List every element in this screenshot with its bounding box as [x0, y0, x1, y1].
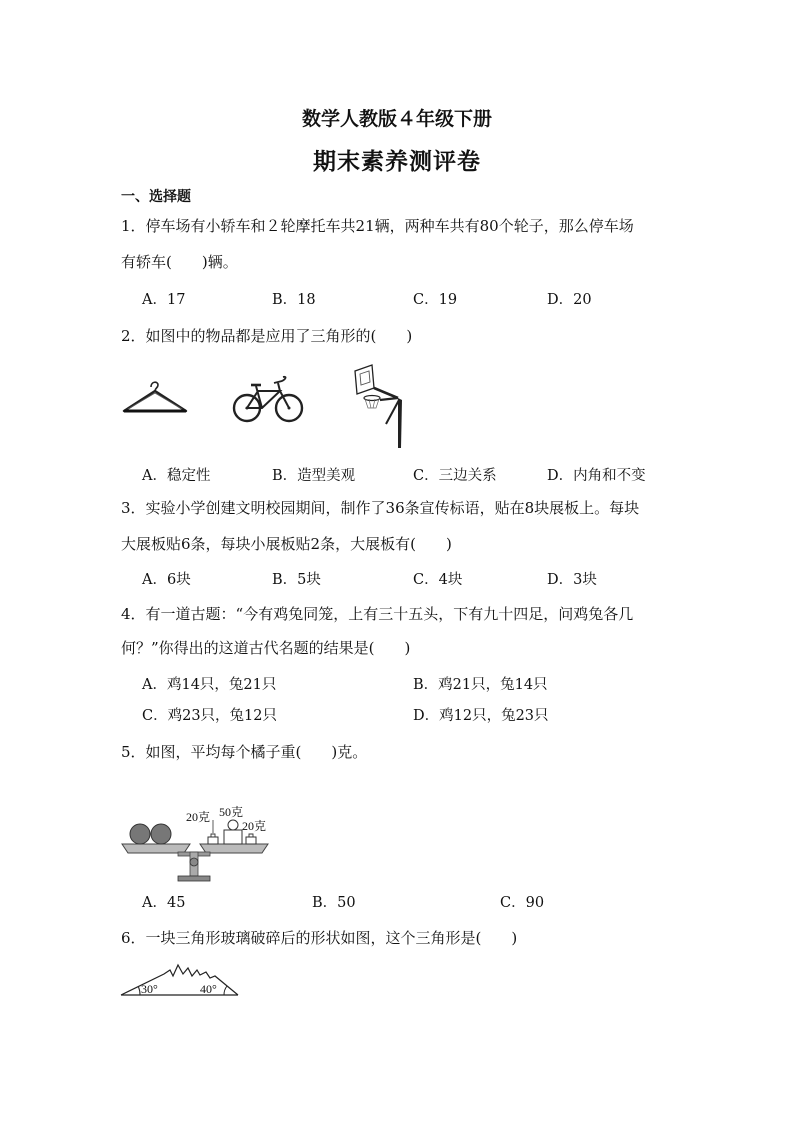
question-3-line-2: 大展板贴6条，每块小展板贴2条，大展板有( ) [121, 535, 452, 553]
question-4-option-d: D．鸡12只，兔23只 [413, 708, 549, 724]
question-4-option-b: B．鸡21只，兔14只 [413, 677, 548, 693]
question-2-option-b: B．造型美观 [272, 468, 356, 484]
question-1-option-b: B．18 [272, 292, 316, 308]
question-4-line-2: 何？”你得出的这道古代名题的结果是( ) [121, 639, 411, 657]
angle-label-40: 40° [200, 982, 217, 996]
question-2-option-a: A．稳定性 [142, 468, 211, 484]
question-2-line-1: 2．如图中的物品都是应用了三角形的( ) [121, 327, 413, 345]
question-4-option-c: C．鸡23只，兔12只 [142, 708, 277, 724]
question-3-option-c: C．4块 [413, 572, 463, 588]
question-2-option-d: D．内角和不变 [547, 468, 646, 484]
question-5-option-a: A．45 [142, 895, 186, 911]
question-1-line-1: 1．停车场有小轿车和２轮摩托车共21辆，两种车共有80个轮子，那么停车场 [121, 217, 634, 235]
question-4-option-a: A．鸡14只，兔21只 [142, 677, 277, 693]
question-3-option-b: B．5块 [272, 572, 321, 588]
question-1-option-c: C．19 [413, 292, 458, 308]
hanger-image [120, 378, 190, 418]
weight-label-1: 20克 [186, 810, 211, 824]
question-1-option-d: D．20 [547, 292, 592, 308]
balance-scale-image [120, 800, 270, 888]
basketball-hoop-image [350, 364, 410, 450]
question-5-option-b: B．50 [312, 895, 356, 911]
question-5-line-1: 5．如图，平均每个橘子重( )克。 [121, 743, 368, 761]
question-3-option-d: D．3块 [547, 572, 597, 588]
question-1-line-2: 有轿车( )辆。 [121, 253, 238, 271]
question-5-option-c: C．90 [500, 895, 545, 911]
broken-triangle-image [120, 962, 240, 998]
question-6-line-1: 6．一块三角形玻璃破碎后的形状如图，这个三角形是( ) [121, 929, 518, 947]
angle-label-30: 30° [141, 982, 158, 996]
question-3-option-a: A．6块 [142, 572, 191, 588]
bicycle-image [232, 374, 306, 426]
question-3-line-1: 3．实验小学创建文明校园期间，制作了36条宣传标语，贴在8块展板上。每块 [121, 499, 640, 517]
weight-label-3: 20克 [242, 819, 267, 833]
question-1-option-a: A．17 [142, 292, 186, 308]
section-heading: 一、选择题 [121, 189, 191, 205]
page-title: 数学人教版４年级下册 [301, 108, 492, 130]
page-subtitle: 期末素养测评卷 [313, 149, 481, 175]
weight-label-2: 50克 [219, 805, 244, 819]
question-2-option-c: C．三边关系 [413, 468, 497, 484]
question-4-line-1: 4．有一道古题：“今有鸡兔同笼，上有三十五头，下有九十四足，问鸡兔各几 [121, 605, 634, 623]
